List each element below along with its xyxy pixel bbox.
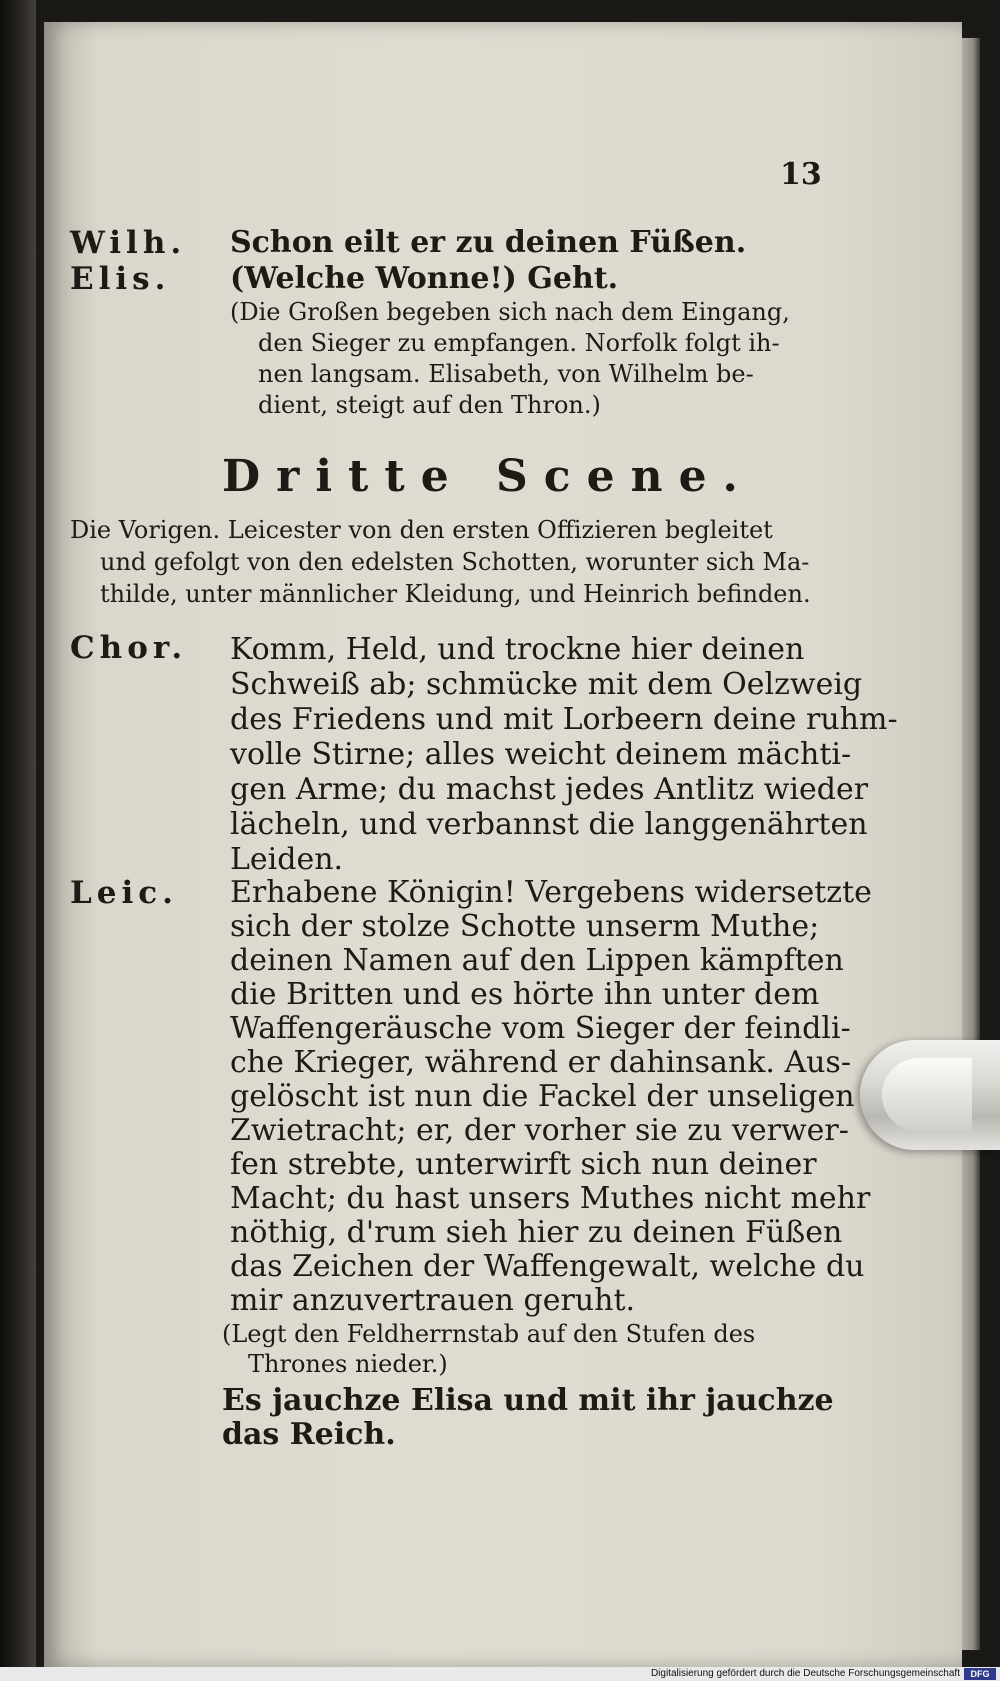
- stage-direction-line: (Die Großen begeben sich nach dem Eingang,: [230, 298, 790, 326]
- chor-line: volle Stirne; alles weicht deinem mächti-: [230, 737, 852, 772]
- stage-direction-line: nen langsam. Elisabeth, von Wilhelm be-: [258, 360, 754, 388]
- chor-line: gen Arme; du machst jedes Antlitz wieder: [230, 772, 869, 807]
- chor-line: Leiden.: [230, 842, 344, 877]
- leic-line: Macht; du hast unsers Muthes nicht mehr: [230, 1181, 871, 1216]
- leic-line: Zwietracht; er, der vorher sie zu verwer-: [230, 1113, 849, 1148]
- line-elis: (Welche Wonne!) Geht.: [230, 261, 619, 296]
- stage-direction-line: dient, steigt auf den Thron.): [258, 391, 601, 419]
- chor-line: lächeln, und verbannst die langgenährten: [230, 807, 868, 842]
- leic-final-line: das Reich.: [222, 1417, 396, 1452]
- leic-line: deinen Namen auf den Lippen kämpften: [230, 943, 844, 978]
- scene-heading: Dritte Scene.: [222, 451, 754, 502]
- line-wilh: Schon eilt er zu deinen Füßen.: [230, 225, 747, 260]
- leic-line: che Krieger, während er dahinsank. Aus-: [230, 1045, 851, 1080]
- page-clip: [860, 1040, 1000, 1150]
- leic-line: Waffengeräusche vom Sieger der feindli-: [230, 1011, 851, 1046]
- leic-line: nöthig, d'rum sieh hier zu deinen Füßen: [230, 1215, 843, 1250]
- dfg-logo: DFG: [964, 1668, 996, 1680]
- chor-line: Schweiß ab; schmücke mit dem Oelzweig: [230, 667, 863, 702]
- page-number: 13: [780, 157, 822, 192]
- speaker-elis: Elis.: [70, 261, 171, 297]
- speaker-chor: Chor.: [70, 630, 188, 666]
- leic-line: Erhabene Königin! Vergebens widersetzte: [230, 875, 872, 910]
- speaker-leic: Leic.: [70, 875, 178, 911]
- stage-direction-line: den Sieger zu empfangen. Norfolk folgt ih-: [258, 329, 780, 357]
- leic-line: sich der stolze Schotte unserm Muthe;: [230, 909, 820, 944]
- leic-line: das Zeichen der Waffengewalt, welche du: [230, 1249, 865, 1284]
- book-spine-left: [0, 0, 36, 1681]
- scene-intro-line: thilde, unter männlicher Kleidung, und Heinrich befinden.: [100, 580, 811, 608]
- leic-stage-direction: (Legt den Feldherrnstab auf den Stufen des: [222, 1320, 756, 1348]
- scene-intro-line: und gefolgt von den edelsten Schotten, worunter sich Ma-: [100, 548, 810, 576]
- leic-line: fen strebte, unterwirft sich nun deiner: [230, 1147, 817, 1182]
- leic-stage-direction: Thrones nieder.): [248, 1350, 448, 1378]
- footer-credit: Digitalisierung gefördert durch die Deutsche Forschungsgemeinschaft: [650, 1668, 960, 1679]
- leic-line: gelöscht ist nun die Fackel der unseligen: [230, 1079, 855, 1114]
- chor-line: Komm, Held, und trockne hier deinen: [230, 632, 805, 667]
- chor-line: des Friedens und mit Lorbeern deine ruhm-: [230, 702, 898, 737]
- speaker-wilh: Wilh.: [70, 225, 187, 261]
- leic-line: mir anzuvertrauen geruht.: [230, 1283, 636, 1318]
- leic-final-line: Es jauchze Elisa und mit ihr jauchze: [222, 1383, 834, 1418]
- scene-intro-line: Die Vorigen. Leicester von den ersten Offizieren begleitet: [70, 516, 773, 544]
- leic-line: die Britten und es hörte ihn unter dem: [230, 977, 820, 1012]
